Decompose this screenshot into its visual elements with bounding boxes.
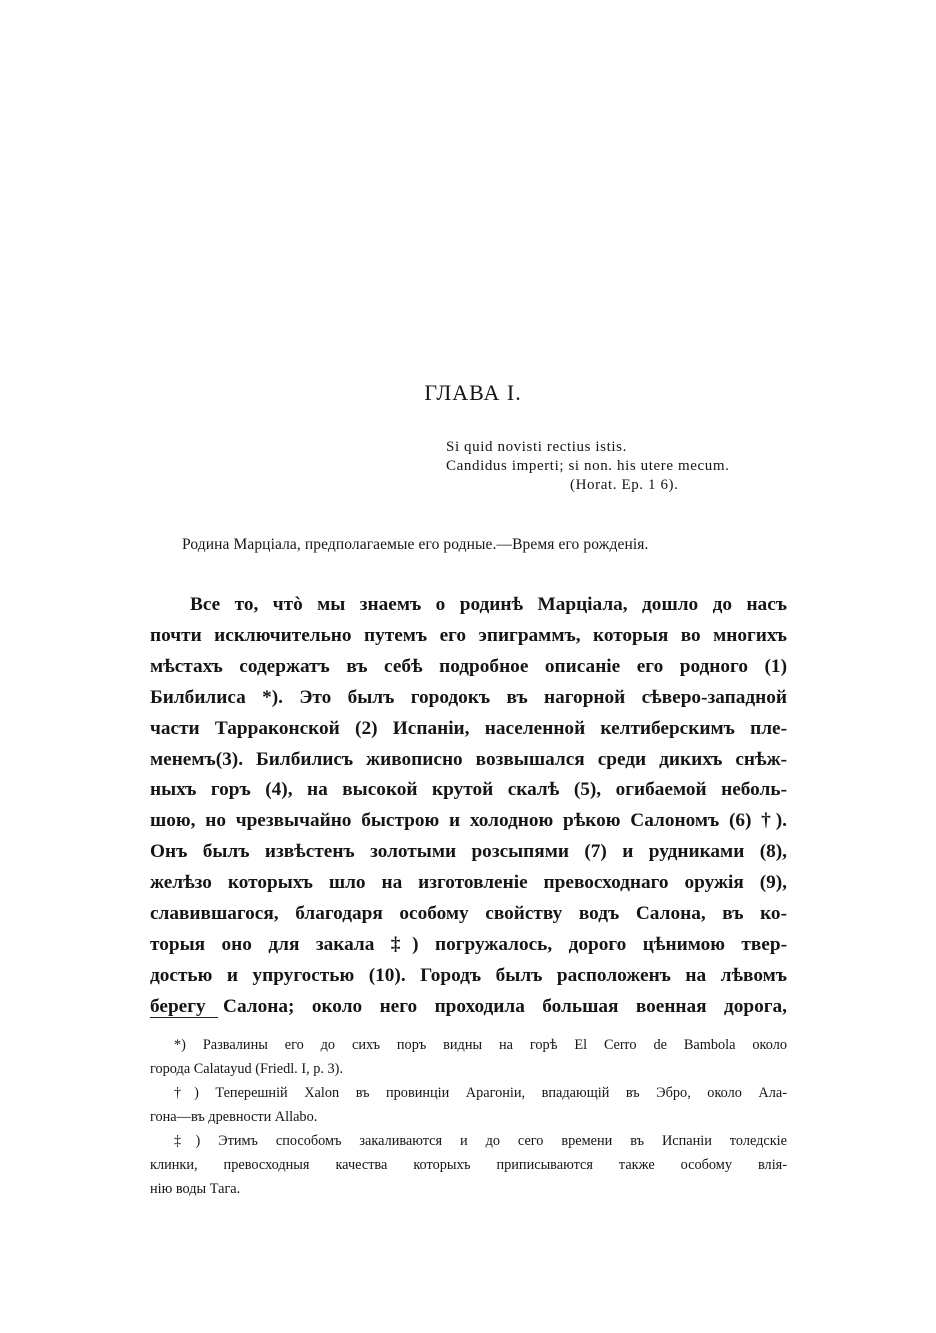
body-line: Все то, чтò мы знаемъ о родинѣ Марціала, дошло до насъ bbox=[190, 594, 787, 615]
body-line: Билбилиса *). Это былъ городокъ въ нагорной сѣверо-западной bbox=[150, 686, 787, 708]
body-line: желѣзо которыхъ шло на изготовленіе превосходнаго оружія (9), bbox=[150, 872, 787, 894]
body-line: славившагося, благодаря особому свойству водъ Салона, въ ко- bbox=[150, 903, 787, 925]
body-line: Онъ былъ извѣстенъ золотыми розсыпями (7) и рудниками (8), bbox=[150, 841, 787, 863]
body-line: берегу Салона; около него проходила большая военная дорога, bbox=[150, 995, 787, 1017]
epigraph bbox=[446, 438, 806, 495]
body-line: шою, но чрезвычайно быстрою и холодною рѣкою Салономъ (6) †). bbox=[150, 810, 787, 832]
chapter-summary: Родина Марціала, предполагаемые его родные.—Время его рожденія. bbox=[182, 536, 649, 553]
body-line: части Тарраконской (2) Испаніи, населенной келтиберскимъ пле- bbox=[150, 717, 787, 739]
epigraph-line: Candidus imperti; si non. his utere mecum. bbox=[446, 458, 730, 474]
footnote-separator bbox=[150, 1017, 218, 1018]
footnote-line: ‡) Этимъ способомъ закаливаются и до сего времени въ Испаніи толедскіе bbox=[174, 1133, 787, 1149]
body-line: менемъ(3). Билбилисъ живописно возвышался среди дикихъ снѣж- bbox=[150, 748, 787, 770]
footnote-line: клинки, превосходныя качества которыхъ приписываются также особому влія- bbox=[150, 1157, 787, 1173]
footnotes bbox=[150, 1033, 787, 1201]
footnote-line: гона—въ древности Allabo. bbox=[150, 1109, 318, 1125]
chapter-title: ГЛАВА I. bbox=[424, 380, 522, 405]
epigraph-line: Si quid novisti rectius istis. bbox=[446, 439, 627, 455]
body-line: мѣстахъ содержатъ въ себѣ подробное описаніе его родного (1) bbox=[150, 655, 787, 677]
footnote-line: †) Теперешній Xalon въ провинціи Арагоніи, впадающій въ Эбро, около Ала- bbox=[174, 1085, 787, 1101]
footnote-line: нію воды Тага. bbox=[150, 1181, 241, 1197]
footnote-line: *) Развалины его до сихъ поръ видны на горѣ El Cerro de Bambola около bbox=[174, 1037, 787, 1053]
body-line: ныхъ горъ (4), на высокой крутой скалѣ (5), огибаемой неболь- bbox=[150, 779, 787, 801]
body-line: торыя оно для закала ‡) погружалось, дорого цѣнимою твер- bbox=[150, 933, 787, 955]
footnote-line: города Calatayud (Friedl. I, p. 3). bbox=[150, 1061, 344, 1077]
body-line: почти исключительно путемъ его эпиграммъ, которыя во многихъ bbox=[150, 624, 787, 646]
epigraph-citation: (Horat. Ep. 1 6). bbox=[570, 477, 679, 493]
body-paragraph bbox=[150, 590, 787, 1023]
body-line: достью и упругостью (10). Городъ былъ расположенъ на лѣвомъ bbox=[150, 964, 787, 986]
